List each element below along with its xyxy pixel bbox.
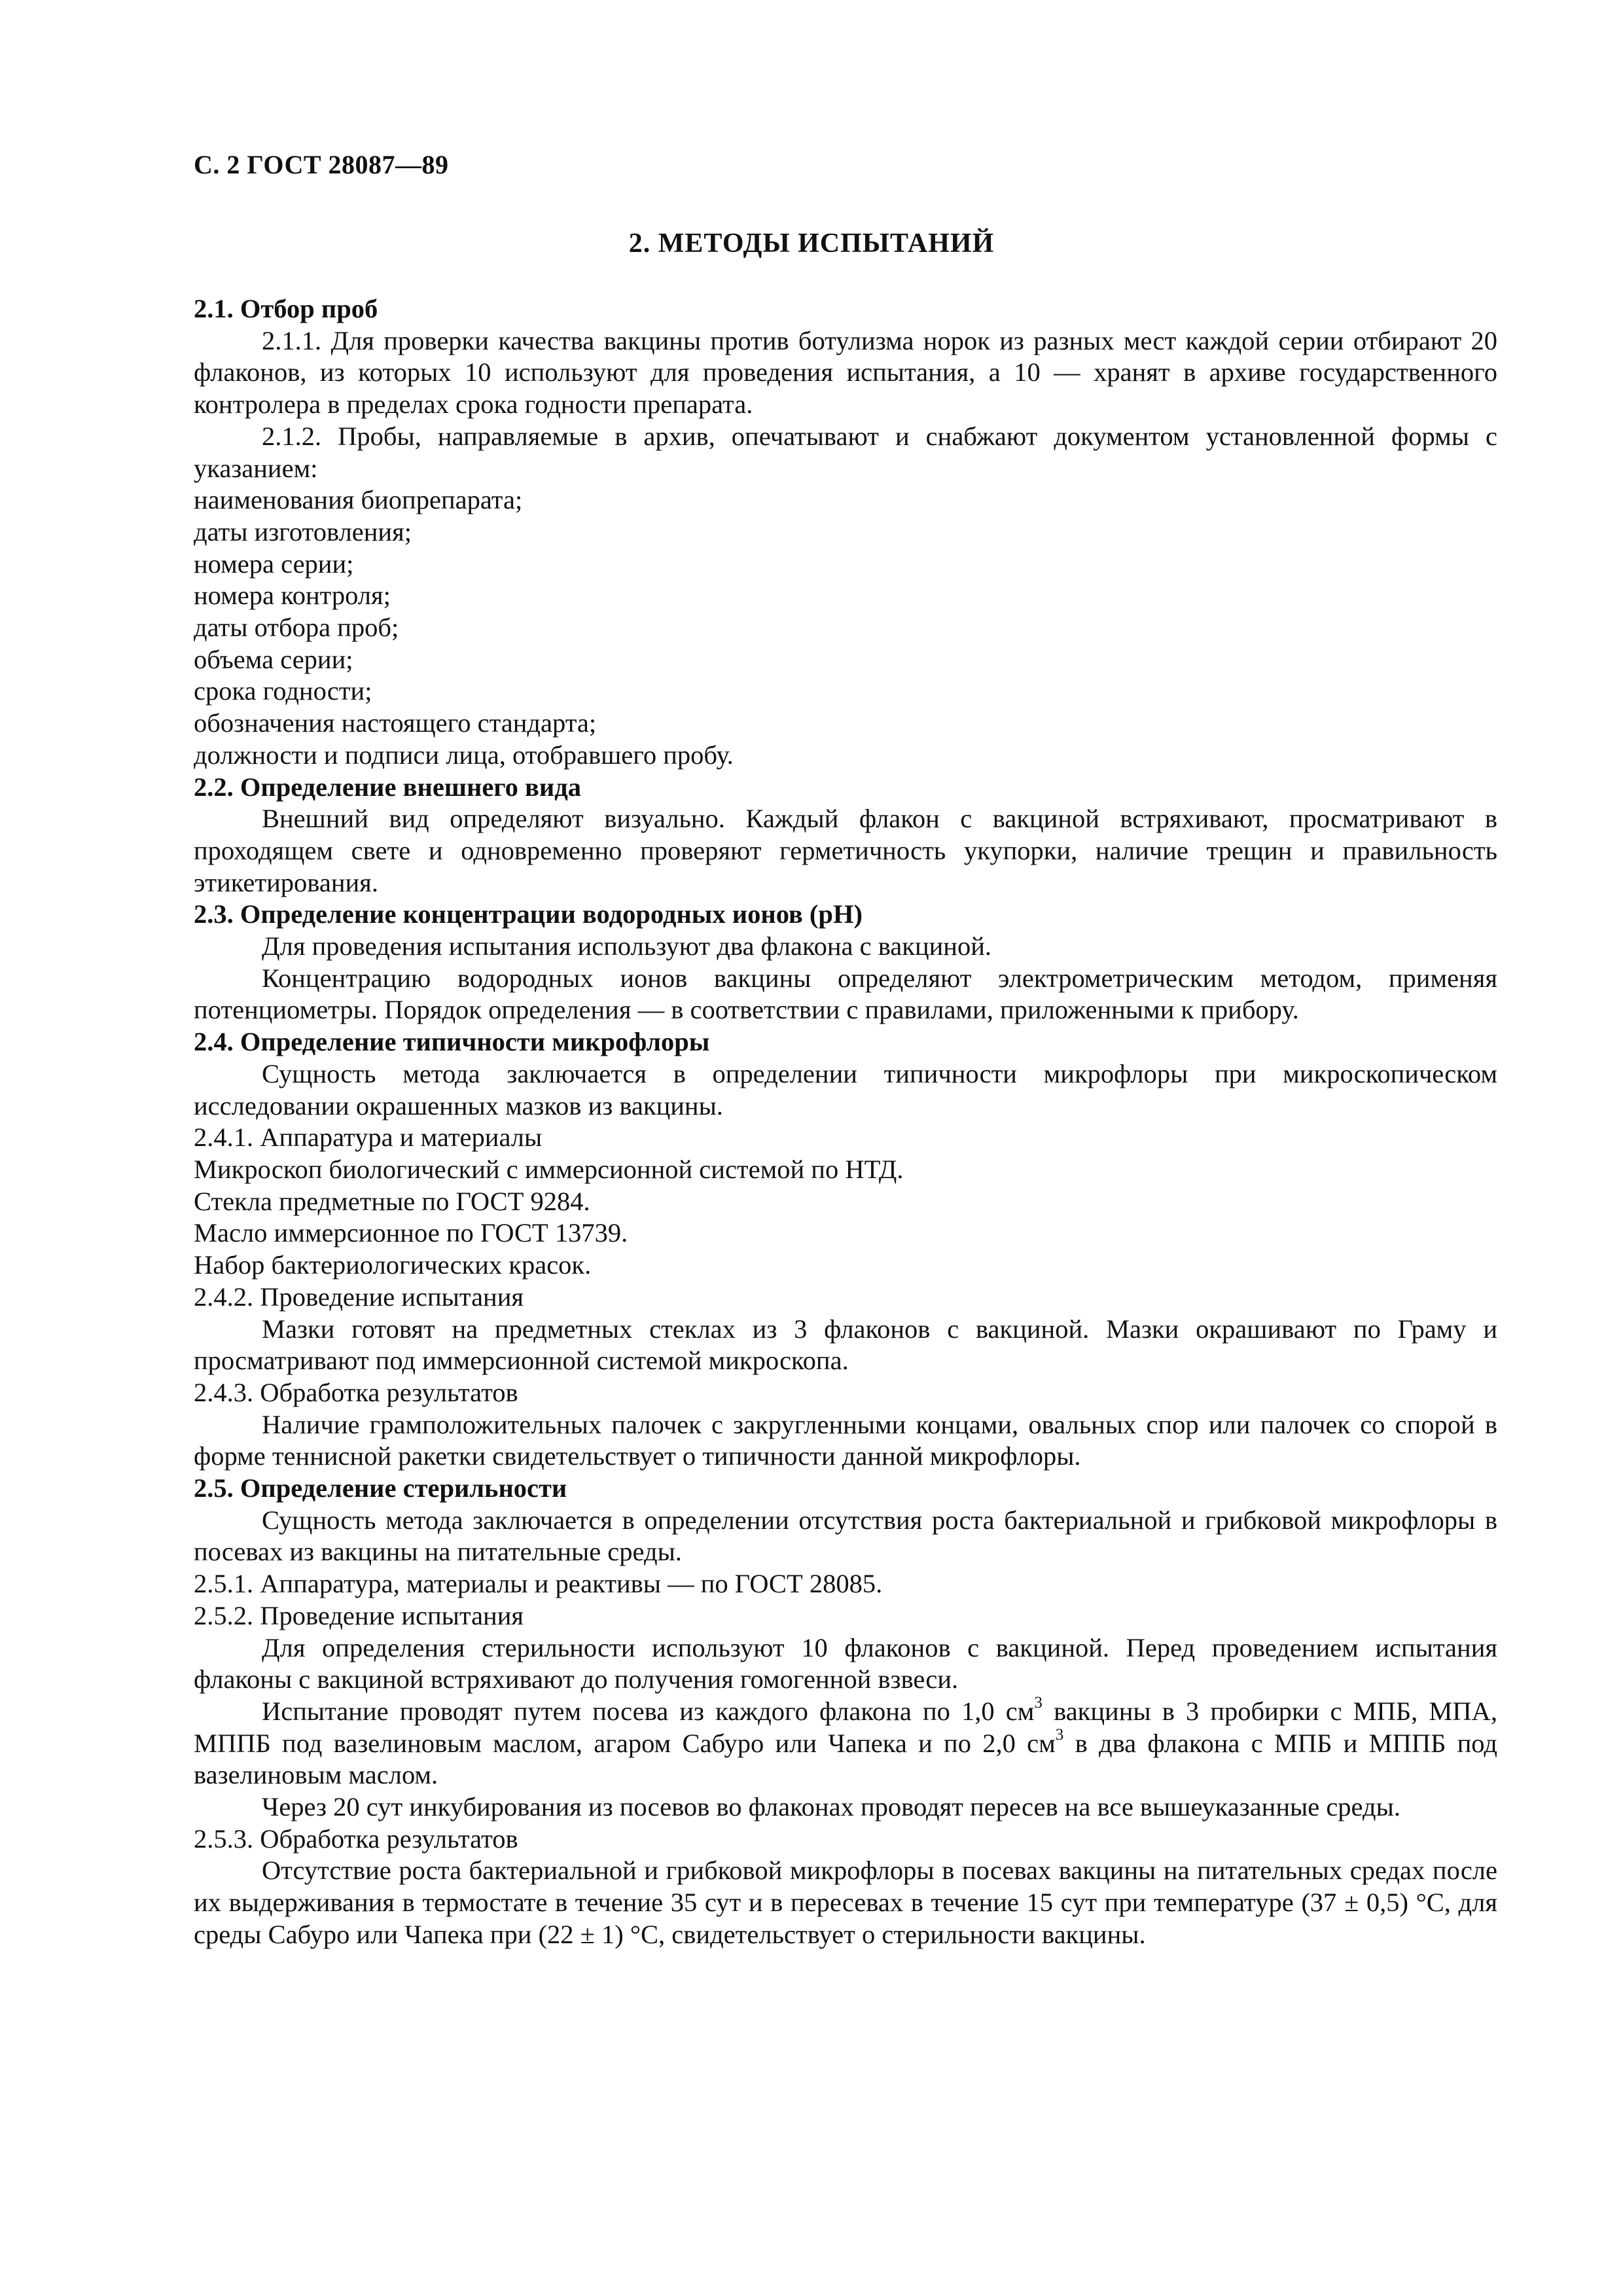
paragraph-2-4-2: Мазки готовят на предметных стеклах из 3 флаконов с вакциной. Мазки окрашивают по Граму и просматривают под иммерсионной системой микроскопа. — [194, 1314, 1497, 1376]
section-title: 2. МЕТОДЫ ИСПЫТАНИЙ — [628, 228, 995, 259]
equipment-line: Стекла предметные по ГОСТ 9284. — [194, 1186, 590, 1216]
list-item: даты изготовления; — [194, 516, 412, 547]
list-item: обозначения настоящего стандарта; — [194, 708, 597, 738]
subheading-2-5-3: 2.5.3. Обработка результатов — [194, 1823, 518, 1854]
paragraph-2-5-2-b — [194, 1696, 1497, 1791]
equipment-line: Набор бактериологических красок. — [194, 1250, 592, 1280]
document-body — [194, 293, 1497, 1951]
text-run: вакцины в 3 пробирки с МПБ, МПА, МППБ под вазелиновым маслом, агаром Сабуро или Чапека и по 2,0 см — [194, 1696, 1497, 1758]
list-item: срока годности; — [194, 676, 372, 706]
superscript: 3 — [1034, 1694, 1043, 1712]
subheading-2-4-1: 2.4.1. Аппаратура и материалы — [194, 1122, 543, 1153]
heading-2-3: 2.3. Определение концентрации водородных ионов (pH) — [194, 899, 863, 929]
subheading-2-5-1: 2.5.1. Аппаратура, материалы и реактивы — по ГОСТ 28085. — [194, 1569, 883, 1599]
list-item: даты отбора проб; — [194, 613, 399, 643]
heading-2-1: 2.1. Отбор проб — [194, 294, 378, 323]
paragraph-2-5-3: Отсутствие роста бактериальной и грибковой микрофлоры в посевах вакцины на питательных средах после их выдерживания в термостате в течение 35 сут и в пересевах в течение 15 сут при температуре (37 ± 0,5) °С, для среды Сабуро или Чапека при (22 ± 1) °С, свидетельствует о стерильности вакцины. — [194, 1856, 1497, 1949]
heading-2-5: 2.5. Определение стерильности — [194, 1473, 567, 1503]
equipment-line: Микроскоп биологический с иммерсионной системой по НТД. — [194, 1154, 904, 1184]
superscript: 3 — [1055, 1725, 1064, 1744]
list-item: наименования биопрепарата; — [194, 485, 523, 515]
list-item: объема серии; — [194, 644, 353, 674]
list-item: номера контроля; — [194, 581, 391, 611]
heading-2-2: 2.2. Определение внешнего вида — [194, 772, 581, 802]
subheading-2-4-2: 2.4.2. Проведение испытания — [194, 1282, 524, 1312]
paragraph-2-2: Внешний вид определяют визуально. Каждый флакон с вакциной встряхивают, просматривают в проходящем свете и одновременно проверяют герметичность укупорки, наличие трещин и правильность этикетирования. — [194, 804, 1497, 897]
text-run: Испытание проводят путем посева из каждого флакона по 1,0 см — [262, 1696, 1035, 1726]
paragraph-2-5-2-c: Через 20 сут инкубирования из посевов во флаконах проводят пересев на все вышеуказанные среды. — [262, 1792, 1400, 1822]
paragraph-2-3-a: Для проведения испытания используют два флакона с вакциной. — [262, 931, 992, 961]
paragraph-2-1-1: 2.1.1. Для проверки качества вакцины против ботулизма норок из разных мест каждой серии отбирают 20 флаконов, из которых 10 используют для проведения испытания, а 10 — хранят в архиве государственного контролера в пределах срока годности препарата. — [194, 325, 1497, 420]
page-header: С. 2 ГОСТ 28087—89 — [194, 150, 449, 179]
list-item: номера серии; — [194, 548, 354, 579]
subheading-2-5-2: 2.5.2. Проведение испытания — [194, 1600, 524, 1630]
paragraph-2-4: Сущность метода заключается в определении типичности микрофлоры при микроскопическом исследовании окрашенных мазков из вакцины. — [194, 1058, 1497, 1121]
subheading-2-4-3: 2.4.3. Обработка результатов — [194, 1377, 518, 1407]
list-item: должности и подписи лица, отобравшего пробу. — [194, 740, 734, 770]
paragraph-2-5-2-a: Для определения стерильности используют 10 флаконов с вакциной. Перед проведением испытания флаконы с вакциной встряхивают до получения гомогенной взвеси. — [194, 1632, 1497, 1695]
paragraph-2-4-3: Наличие грамположительных палочек с закругленными концами, овальных спор или палочек со спорой в форме теннисной ракетки свидетельствует о типичности данной микрофлоры. — [194, 1409, 1497, 1471]
paragraph-2-1-2: 2.1.2. Пробы, направляемые в архив, опечатывают и снабжают документом установленной формы с указанием: — [194, 421, 1497, 483]
equipment-line: Масло иммерсионное по ГОСТ 13739. — [194, 1218, 628, 1248]
heading-2-4: 2.4. Определение типичности микрофлоры — [194, 1027, 710, 1057]
text-run: в два флакона с МПБ и МППБ под вазелиновым маслом. — [194, 1728, 1497, 1790]
paragraph-2-3-b: Концентрацию водородных ионов вакцины определяют электрометрическим методом, применяя потенциометры. Порядок определения — в соответствии с правилами, приложенными к прибору. — [194, 963, 1497, 1025]
paragraph-2-5: Сущность метода заключается в определении отсутствия роста бактериальной и грибковой микрофлоры в посевах из вакцины на питательные среды. — [194, 1505, 1497, 1567]
